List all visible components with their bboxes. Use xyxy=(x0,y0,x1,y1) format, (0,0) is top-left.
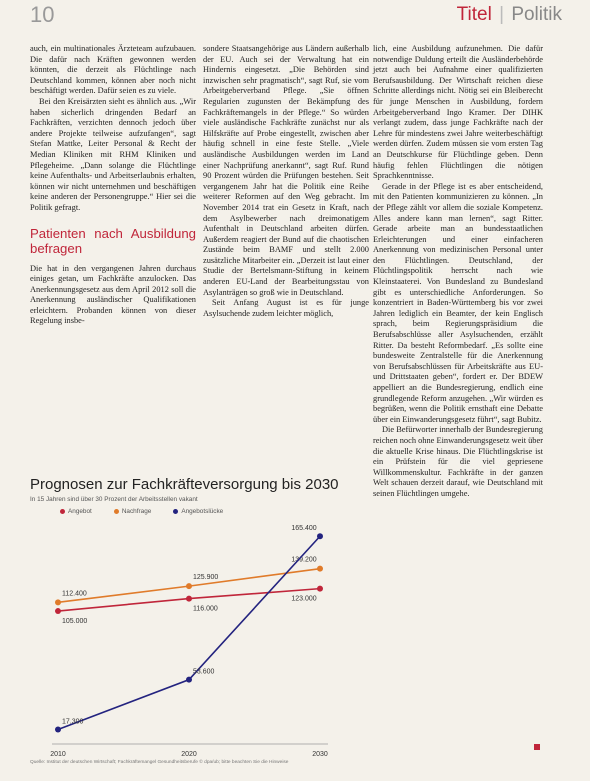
subheading: Patienten nach Ausbildung befragen xyxy=(30,225,196,256)
chart-title: Prognosen zur Fachkräfteversorgung bis 2030 xyxy=(30,476,339,493)
data-label: 116.000 xyxy=(193,605,218,613)
data-point xyxy=(317,566,323,572)
data-point xyxy=(186,677,192,683)
data-point xyxy=(55,727,61,733)
paragraph: Seit Anfang August ist es für junge Asylsuchende zudem leichter möglich, xyxy=(203,298,369,318)
section-separator: | xyxy=(499,4,505,25)
legend-dot-icon xyxy=(173,509,178,514)
data-label: 17.300 xyxy=(62,718,84,726)
chart xyxy=(30,476,370,776)
paragraph: lich, eine Ausbildung aufzunehmen. Die dafür notwendige Duldung erteilt die Ausländerbehörde jetzt auch bei Aufnahme einer qualifizierten Berufsausbildung. Der Wirtschaft reichen diese Schritte allerdings nicht. Nötig sei ein Bleiberecht für junge Menschen in Ausbildung, fordern Arbeitgeberverband Ingo Kramer. Der DIHK verlangt zudem, dass junge Fachkräfte nach der Lehre für mindestens zwei Jahre weiterbeschäftigt werden dürfen. Zudem müssen sie vom ersten Tag an Deutschkurse für Flüchtlinge geben. Denn häufig fehlen Flüchtlingen die nötigen Sprachkenntnisse. xyxy=(373,44,543,181)
section-name: Titel xyxy=(456,4,492,25)
column-3 xyxy=(373,44,543,500)
paragraph: auch, ein multinationales Ärzteteam aufzubauen. Die dafür nach Kräften gewonnen werden könnten, die derzeit als Flüchtlinge nach Deutschland kommen, können aber noch nicht beschäftigt werden. Dafür seien es zu viele. xyxy=(30,44,196,96)
page-header xyxy=(0,0,590,40)
x-tick-label: 2010 xyxy=(50,751,66,758)
legend-dot-icon xyxy=(60,509,65,514)
x-tick-label: 2020 xyxy=(181,751,197,758)
column-2 xyxy=(203,44,369,319)
paragraph: Gerade in der Pflege ist es aber entscheidend, mit den Patienten kommunizieren zu können. „In der Pflege zählt vor allem die soziale Kompetenz. Alles andere kann man lernen“, sagt Ritter. Gerade arbeite man an bundesstaatlichen Erleichterungen und einer einfacheren Anerkennung von medizinischen Personal unter den Flüchtlingen. Deutschland, der Flüchtlingspolitik herrscht nach wie Kleinstaaterei. Von Bundesland zu Bundesland gibt es unterschiedliche Anforderungen. So konzentriert in Baden-Württemberg bis vor zwei Jahren lediglich ein Beamter, der kein Englisch sprach, beim Regierungspräsidium die Berufsabschlüsse aller Asylsuchenden, erzählt Ritter. Da besteht Reformbedarf. „Es sollte eine bundesweite Zentralstelle für die Anerkennung von Berufsabschlüssen für Arbeitskräfte aus EU- und Drittstaaten geben“, fordert er. Der BDEW appelliert an die Bundesregierung, endlich eine grundlegende Reform anzugehen. „Wir würden es begrüßen, wenn die Politik ernsthaft eine Debatte über ein Einwanderungsgesetz führt“, sagt Bubitz. xyxy=(373,181,543,424)
paragraph: Die Befürworter innerhalb der Bundesregierung reichen noch ohne Einwanderungsgesetz weit über die aktuelle Krise hinaus. Die Flüchtlingskrise ist ein Prüfstein für die viel gepriesene Willkommenskultur. Fachkräfte in der ganzen Welt schauen derzeit darauf, wie Deutschland mit seinen Flüchtlingen umgehe. xyxy=(373,425,543,498)
data-label: 165.400 xyxy=(291,525,317,533)
legend-dot-icon xyxy=(114,509,119,514)
data-label: 105.000 xyxy=(62,618,88,626)
paragraph: sondere Staatsangehörige aus Ländern außerhalb der EU. Auch sei der Verwaltung hat ein Hindernis eingesetzt. „Die Behörden sind inzwischen sehr pragmatisch“, sagt Ruf, sie vom Arbeitgeberverband Pflege. „Sie öffnen Regularien zugunsten der Bekämpfung des Fachkräftemangels in der Pflege.“ So würden viele ausländische Fachkräfte zunächst nur als Hilfskräfte auf Probe eingestellt, zwischen aber häufig schnell in eine feste Stelle. „Viele ausländische Ausbildungen werden im Land einer Nachprüfung anerkannt“, sagt Ruf. Rund 90 Prozent würden die Prüfungen bestehen. Seit vergangenem Jahr hat die Politik eine Reihe weiterer Reformen auf den Weg gebracht. Im November 2014 trat ein Gesetz in Kraft, nach dem Asylbewerber nach dreimonatigem Aufenthalt in Deutschland arbeiten dürfen. Außerdem reagiert der Bund auf die chaotischen Zustände beim BAMF und stellt 2.000 zusätzliche Mitarbeiter ein. „Derzeit ist laut einer Studie der Bertelsmann-Stiftung in keinem anderen EU-Land der Bearbeitungsstau von Asylanträgen so groß wie in Deutschland. xyxy=(203,44,369,297)
data-label: 53.600 xyxy=(193,668,215,676)
chart-legend xyxy=(60,508,223,515)
chart-plot xyxy=(30,520,360,760)
x-tick-label: 2030 xyxy=(312,751,328,758)
legend-item-luecke: Angebotslücke xyxy=(173,508,223,515)
data-point xyxy=(55,608,61,614)
legend-item-nachfrage: Nachfrage xyxy=(114,508,152,515)
data-label: 139.200 xyxy=(291,556,317,564)
data-point xyxy=(317,533,323,539)
data-point xyxy=(186,583,192,589)
data-label: 123.000 xyxy=(291,595,317,603)
data-point xyxy=(186,596,192,602)
section-title xyxy=(457,4,562,26)
column-1 xyxy=(30,44,196,327)
data-point xyxy=(55,599,61,605)
chart-subtitle: In 15 Jahren sind über 30 Prozent der Arbeitsstellen vakant xyxy=(30,496,198,503)
paragraph: Bei den Kreisärzten sieht es ähnlich aus. „Wir haben sicherlich dringenden Bedarf an Fachkräften, verzichten dennoch jedoch über andere Projekte teilweise aufzufangen“, sagt Stefan Mattke, Leiter Personal & Recht der Median Kliniken mit RHM Kliniken und Pflegeheime. „Dann solange die Flüchtlinge keine Aufenthalts- und Arbeitserlaubnis erhalten, können wir nicht unternehmen und beschäftigen keine anderen der Personengruppe.“ Hier sei die Politik gefragt. xyxy=(30,96,196,212)
data-label: 112.400 xyxy=(62,590,87,598)
data-point xyxy=(317,586,323,592)
page-number: 10 xyxy=(30,2,55,27)
paragraph: Die hat in den vergangenen Jahren durchaus einiges getan, um Fachkräfte anzulocken. Das Anerkennungsgesetz aus dem April 2012 soll die Anerkennung ausländischer Qualifikationen erleichtern. Probanden können von dieser Regelung insbe- xyxy=(30,263,196,326)
chart-source: Quelle: Institut der deutschen Wirtschaft; Fachkräftemangel Gesundheitsberufe © dpa/ub; bitte beachten Sie die Hinweise xyxy=(30,760,289,765)
end-mark-icon xyxy=(534,744,540,750)
data-label: 125.900 xyxy=(193,574,219,582)
subsection-name: Politik xyxy=(511,4,562,25)
series-line-angebotslücke xyxy=(58,536,320,729)
legend-item-angebot: Angebot xyxy=(60,508,92,515)
